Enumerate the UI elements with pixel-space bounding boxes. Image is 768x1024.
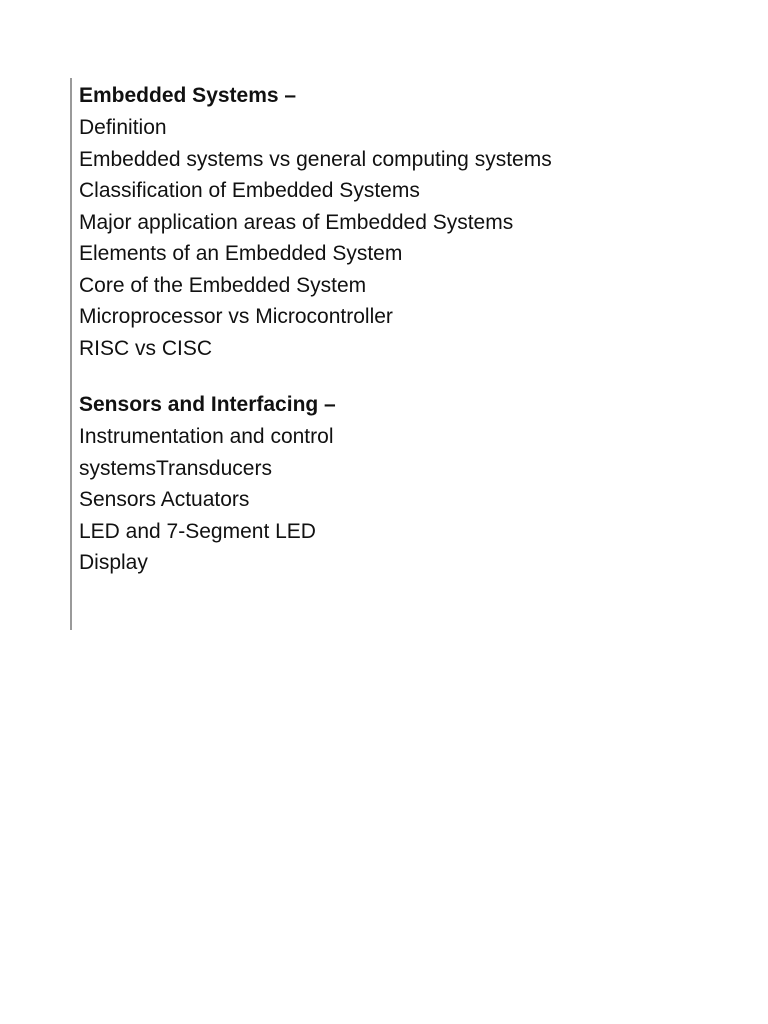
list-item: Core of the Embedded System — [79, 273, 367, 297]
list-item: Display — [79, 551, 148, 574]
section-sensors-interfacing — [79, 389, 739, 579]
list-item: Embedded systems vs general computing systems — [79, 147, 552, 171]
list-item: Classification of Embedded Systems — [79, 179, 420, 202]
list-item: Sensors Actuators — [79, 488, 250, 511]
list-item: LED and 7-Segment LED — [79, 519, 316, 543]
section-heading: Embedded Systems – — [79, 84, 297, 107]
list-item: systemsTransducers — [79, 456, 272, 480]
document-content — [79, 80, 739, 579]
left-margin-rule — [70, 78, 72, 630]
section-embedded-systems — [79, 80, 739, 364]
list-item: Elements of an Embedded System — [79, 242, 403, 265]
list-item: Microprocessor vs Microcontroller — [79, 305, 393, 328]
list-item: Definition — [79, 116, 167, 139]
list-item: Instrumentation and control — [79, 425, 334, 448]
section-heading: Sensors and Interfacing – — [79, 393, 336, 416]
list-item: Major application areas of Embedded Systems — [79, 210, 514, 234]
list-item: RISC vs CISC — [79, 336, 213, 360]
